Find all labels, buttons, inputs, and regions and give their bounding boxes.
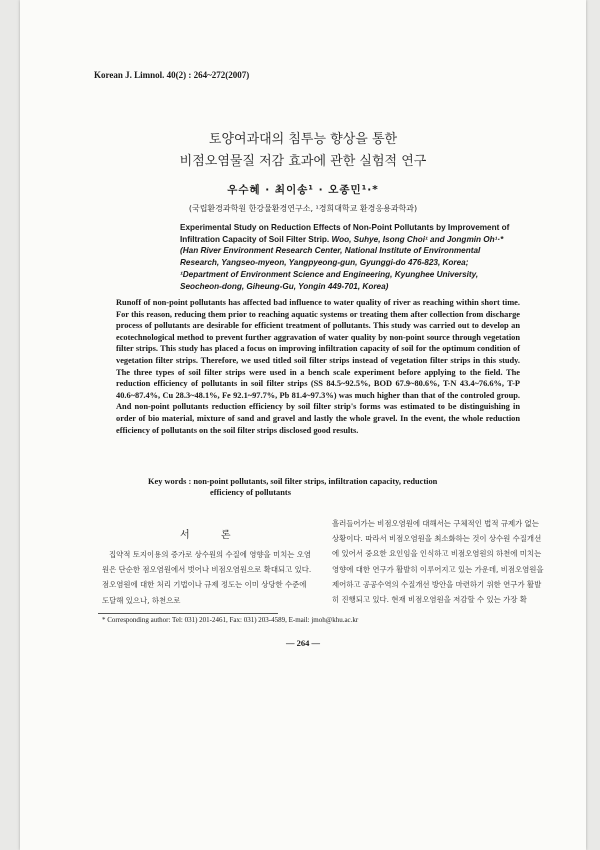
keywords-line-2: efficiency of pollutants <box>210 488 291 497</box>
footnote-divider <box>98 613 278 614</box>
page-number: — 264 — <box>286 638 320 648</box>
body-text-left-column: 집약적 토지이용의 증가로 상수원의 수질에 영향을 미치는 오염원은 단순한 점오염원에서 벗어나 비점오염원으로 확대되고 있다. 점오염원에 대한 처리 기법이나 규제 정도는 이미 상당한 수준에 도달해 있으나, 하천으로 <box>102 550 312 605</box>
footnote: * Corresponding author: Tel: 031) 201-2461, Fax: 031) 203-4589, E-mail: jmoh@khu.ac.kr <box>102 616 359 624</box>
authors: 우수혜 · 최이송¹ · 오종민¹·* <box>227 184 379 196</box>
journal-reference: Korean J. Limnol. 40(2) : 264~272(2007) <box>94 70 250 80</box>
keywords <box>148 476 520 498</box>
keywords-label: Key words : <box>148 477 192 486</box>
body-text-right-column: 흘러들어가는 비점오염원에 대해서는 구체적인 법적 규제가 없는 상황이다. 따라서 비점오염원을 최소화하는 것이 상수원 수질개선에 있어서 중요한 요인임을 인식하고 비점오염원의 하천에 미치는 영향에 대한 연구가 활발히 이루어지고 있는 가운데, 비점오염원을 제어하고 공공수역의 수질개선 방안을 마련하기 위한 연구가 활발히 진행되고 있다. 현재 비점오염원을 저감할 수 있는 가장 확 <box>332 519 544 605</box>
paper-page <box>20 0 586 850</box>
english-title: Experimental Study on Reduction Effects of Non-Point Pollutants by Improvement of Infiltration Capacity of Soil Filter Strip. <box>180 223 510 244</box>
korean-title-line-2: 비점오염물질 저감 효과에 관한 실험적 연구 <box>179 154 427 169</box>
english-title-block <box>180 222 510 292</box>
abstract: Runoff of non-point pollutants has affected bad influence to water quality of river as reaching within short time. For this reason, reducing them prior to reaching aquatic systems or treating them after collection from discharge process of pollutants are desirable for efficient treatment of pollutants. This study was carried out to develop an ecotechnological method to prevent further aggravation of water quality by non-point source through vegetation filter strips. This study has placed a focus on improving infiltration capacity of soil for the optimum condition of vegetation filter strips. Therefore, we used titled soil filter strips instead of vegetation filter strips in this study. The three types of soil filter strips were used in a bench scale experiment before applying to the field. The reduction efficiency of pollutants in soil filter strips (SS 84.5~92.5%, BOD 67.9~80.6%, T-N 43.4~76.6%, T-P 40.6~87.4%, Cu 28.3~48.1%, Fe 92.1~97.7%, Pb 81.4~97.3%) was much higher than that of the controled group. And non-point pollutants reduction efficiency by soil filter strip's forms was estimated to be distinguishing in order of bio material, mixture of sand and gravel and lastly the whole gravel. In the event, the whole reduction efficiency of pollutants on the soil filter strips disclosed good results. <box>116 298 520 435</box>
korean-title-line-1: 토양여과대의 침투능 향상을 통한 <box>208 132 398 147</box>
section-title: 서 론 <box>180 530 245 541</box>
english-authors-affiliation: Woo, Suhye, Isong Choi¹ and Jongmin Oh¹·* (Han River Environment Research Center, National Institute of Environmental Research, Yangseo-myeon, Yangpyeong-gun, Gyunggi-do 476-823, Korea; ¹Department of Environment Science and Engineering, Kyunghee University, Seocheon-dong, Giheung-Gu, Yongin 449-701, Korea) <box>180 234 504 291</box>
keywords-line-1: non-point pollutants, soil filter strips, infiltration capacity, reduction <box>193 477 438 486</box>
affiliation: (국립환경과학원 한강물환경연구소, ¹경희대학교 환경응용과학과) <box>188 204 418 213</box>
